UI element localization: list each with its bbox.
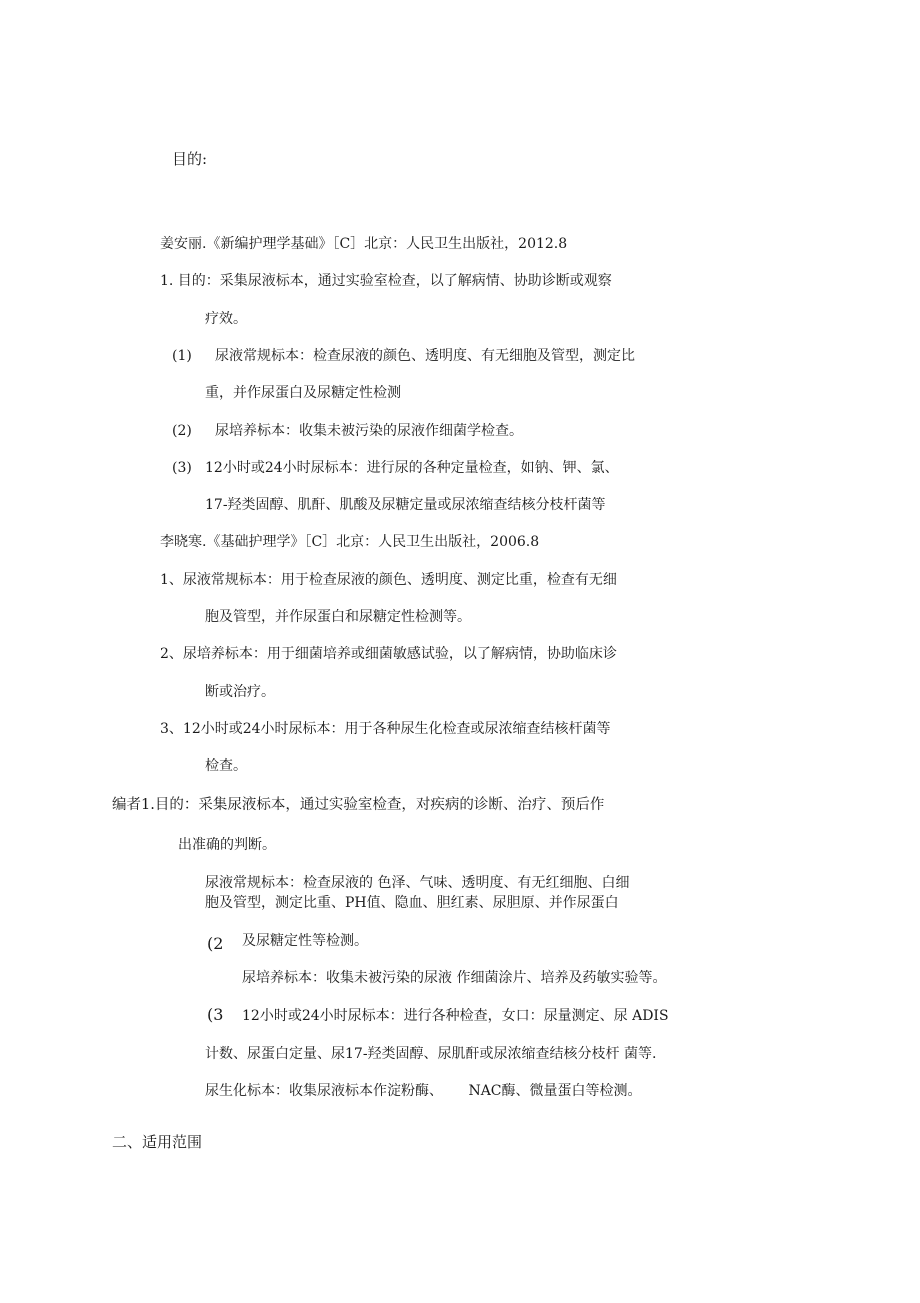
editor-line1: 编者1.目的：采集尿液标本，通过实验室检查，对疾病的诊断、治疗、预后作 [112,797,605,813]
editor-biochem-line: 尿生化标本：收集尿液标本作淀粉酶、 NAC酶、微量蛋白等检测。 [205,1083,642,1099]
s1-sub3-line1: 12小时或24小时尿标本：进行尿的各种定量检查，如钠、钾、氯、 [205,460,619,476]
s2-item3-line1: 3、12小时或24小时尿标本：用于各种尿生化检查或尿浓缩查结核杆菌等 [160,721,611,737]
section-two-heading: 二、适用范围 [112,1133,203,1151]
s1-sub1-line2: 重，并作尿蛋白及尿糖定性检测 [205,385,401,401]
editor-culture-line: 尿培养标本：收集未被污染的尿液 作细菌涂片、培养及药敏实验等。 [242,970,667,986]
s1-item1-line2: 疗效。 [205,311,247,327]
s1-sub2-number: (2) [172,423,192,439]
s1-sub1-line1: 尿液常规标本：检查尿液的颜色、透明度、有无细胞及管型，测定比 [215,348,635,364]
s1-sub3-line2: 17-羟类固醇、肌酐、肌酸及尿糖定量或尿浓缩查结核分枝杆菌等 [205,497,606,513]
s1-sub3-number: (3) [172,460,192,476]
s2-item3-line2: 检查。 [205,758,247,774]
citation-2: 李晓寒.《基础护理学》［C］北京：人民卫生出版社，2006.8 [160,534,540,550]
editor-routine-line3: 及尿糖定性等检测。 [242,933,368,949]
editor-line2: 出准确的判断。 [178,837,276,853]
s1-sub1-number: (1) [172,348,192,364]
s2-item1-line1: 1、尿液常规标本：用于检查尿液的颜色、透明度、测定比重，检查有无细 [160,572,617,588]
editor-timed-line2: 计数、尿蛋白定量、尿17-羟类固醇、尿肌酐或尿浓缩查结核分枝杆 菌等. [205,1046,657,1062]
editor-mark-3: (3 [207,1005,224,1024]
purpose-heading: 目的: [172,150,208,168]
s1-sub2-line1: 尿培养标本：收集未被污染的尿液作细菌学检查。 [215,423,523,439]
editor-routine-line1: 尿液常规标本：检查尿液的 色泽、气味、透明度、有无红细胞、白细 [205,875,630,891]
s2-item2-line1: 2、尿培养标本：用于细菌培养或细菌敏感试验，以了解病情，协助临床诊 [160,646,617,662]
editor-timed-line1: 12小时或24小时尿标本：进行各种检查，女口：尿量测定、尿 ADIS [242,1008,669,1024]
s2-item1-line2: 胞及管型，并作尿蛋白和尿糖定性检测等。 [205,609,471,625]
editor-mark-2: (2 [207,934,224,953]
s2-item2-line2: 断或治疗。 [205,684,275,700]
citation-1: 姜安丽.《新编护理学基础》［C］北京：人民卫生出版社，2012.8 [160,236,568,252]
s1-item1-line1: 1. 目的：采集尿液标本，通过实验室检查，以了解病情、协助诊断或观察 [160,273,612,289]
editor-routine-line2: 胞及管型，测定比重、PH值、隐血、胆红素、尿胆原、并作尿蛋白 [205,895,619,911]
